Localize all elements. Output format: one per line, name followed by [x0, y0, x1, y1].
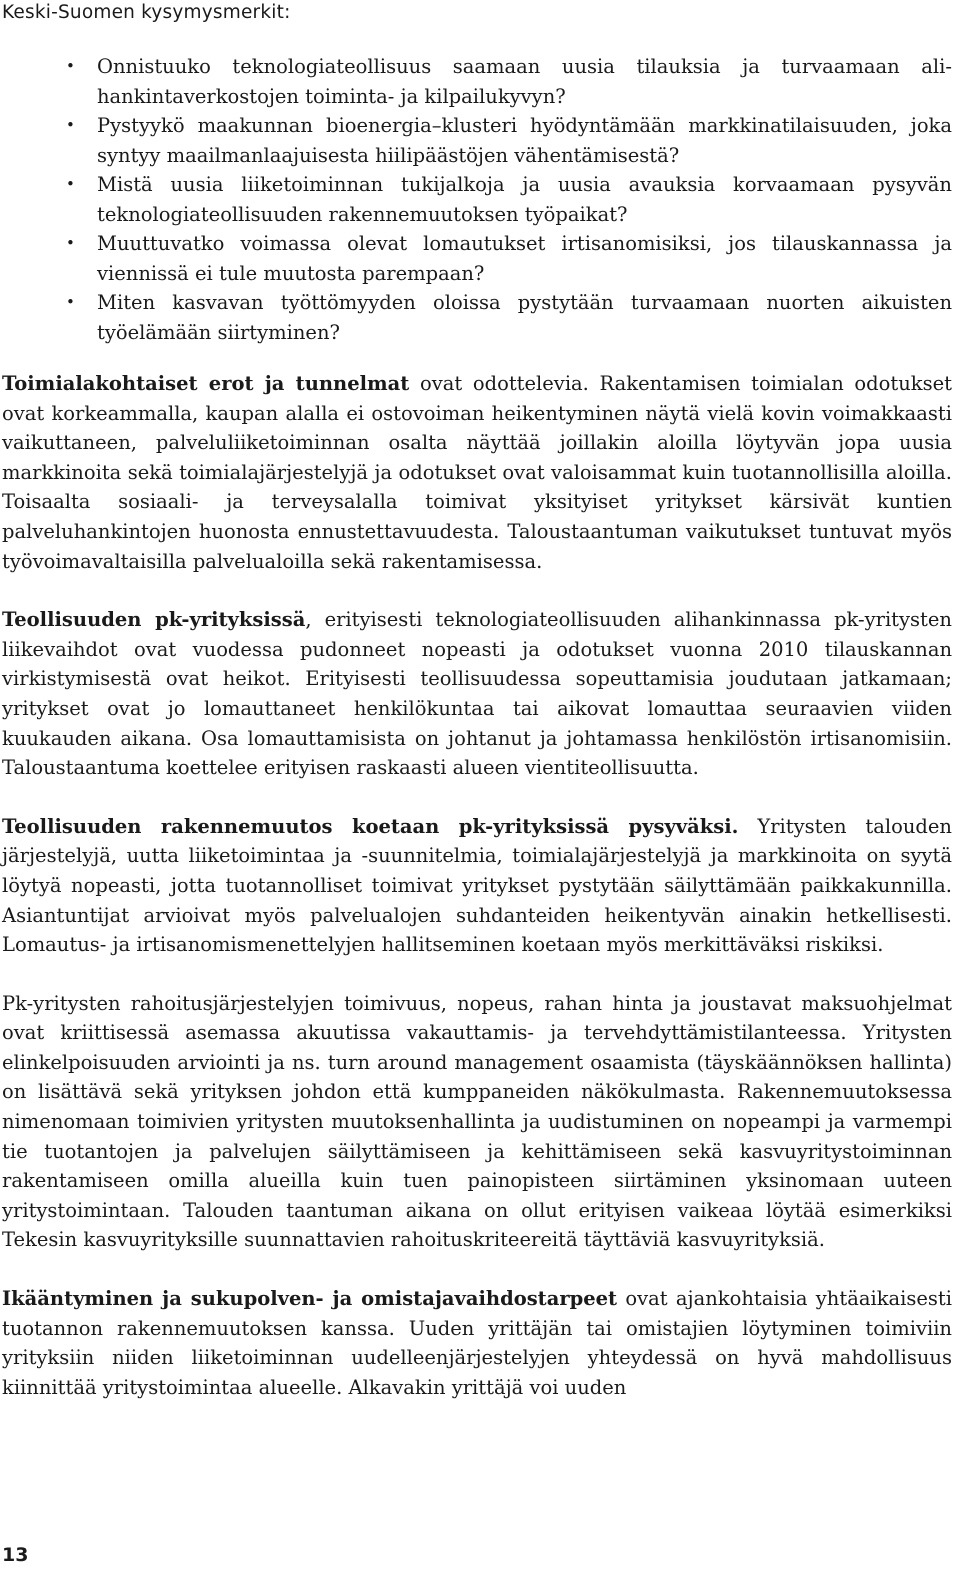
bullet-icon: •: [66, 175, 75, 193]
document-page: [2, 0, 952, 1402]
paragraph-lead: Ikääntyminen ja sukupolven- ja omistajavaihdostarpeet: [2, 1287, 618, 1311]
paragraph-body: Pk-yritysten rahoitusjärjestelyjen toimivuus, nopeus, rahan hinta ja joustavat maksuohjelmat ovat kriittisessä asemassa akuutissa vakauttamis- ja tervehdyttämistilanteessa. Yritysten elinkelpoisuuden arviointi ja ns. turn around management osaamista (täyskäännöksen hallinta) on lisättävä sekä yrityksen johdon että kumppaneiden näkökulmasta. Rakennemuutoksessa nimenomaan toimivien yritysten muutoksenhallinta ja uudistuminen on nopeampi ja varmempi tie tuotantojen ja palvelujen säilyttämiseen ja kehittämiseen sekä kasvuyritystoiminnan rakentamiseen omilla alueilla kuin tuen painopisteen siirtäminen yksinomaan uuteen yritystoimintaan. Talouden taantuman aikana on ollut erityisen vaikeaa löytää esimerkiksi Tekesin kasvuyrityksille suunnattavien rahoituskriteereitä täyttäviä kasvuyrityksiä.: [2, 991, 952, 1252]
bullet-icon: •: [66, 116, 75, 134]
question-list: [2, 52, 952, 347]
paragraph-body: ovat ajankohtaisia yhtäaikaisesti tuotannon rakennemuutoksen kanssa. Uuden yrittäjän tai omistajien löytyminen toimiviin yrityksiin niiden liiketoiminnan uudelleenjärjestelyjen yhteydessä on hyvä mahdollisuus kiinnittää yritystoimintaa alueelle. Alkavakin yrittäjä voi uuden: [2, 1287, 952, 1399]
paragraph-ikaantyminen: [2, 1284, 952, 1402]
question-item: [2, 288, 952, 347]
paragraph-rakennemuutos: [2, 812, 952, 960]
section-heading: Keski-Suomen kysymysmerkit:: [2, 2, 291, 23]
bullet-icon: •: [66, 234, 75, 252]
question-text: Miten kasvavan työttömyyden oloissa pystytään turvaamaan nuorten aikuisten työelämään siirtyminen?: [97, 291, 952, 344]
paragraph-lead: Teollisuuden pk-yrityksissä: [2, 608, 306, 632]
paragraph-body: ovat odottelevia. Rakentamisen toimialan odotukset ovat korkeammalla, kaupan alalla ei ostovoiman heikentyminen näytä vielä kovin voimakkaasti vaikuttaneen, palveluliiketoiminnan osalta näyttää joillakin aloilla löytyvän jopa uusia markkinoita sekä toimialajärjestelyjä ja odotukset ovat valoisammat kuin tuotannollisilla aloilla. Toisaalta sosiaali- ja terveysalalla toimivat yksityiset yritykset kärsivät kuntien palveluhankintojen huonosta ennustettavuudesta. Taloustaantuman vaikutukset tuntuvat myös työvoimavaltaisilla palvelualoilla sekä rakentamisessa.: [2, 372, 952, 573]
question-item: [2, 52, 952, 111]
bullet-icon: •: [66, 293, 75, 311]
question-text: Pystyykö maakunnan bioenergia–klusteri hyödyntämään markkinatilaisuuden, joka syntyy maailmanlaajuisesta hiilipäästöjen vähentämisestä?: [97, 114, 952, 167]
question-item: [2, 229, 952, 288]
paragraph-lead: Toimialakohtaiset erot ja tunnelmat: [2, 372, 410, 395]
paragraph-body: , erityisesti teknologiateollisuuden alihankinnassa pk-yritysten liikevaihdot ovat vuodessa pudonneet nopeasti ja odotukset vuonna 2010 tilauskannan virkistymisestä ovat heikot. Erityisesti teollisuudessa sopeuttamisia joudutaan jatkamaan; yritykset ovat jo lomauttaneet henkilökuntaa tai aikovat lomauttaa seuraavien viiden kuukauden aikana. Osa lomauttamisista on johtanut ja johtamassa henkilöstön irtisanomisiin. Taloustaantuma koettelee erityisen raskaasti alueen vientiteollisuutta.: [2, 608, 952, 780]
paragraph-teollisuus-pk: [2, 605, 952, 783]
question-text: Muuttuvatko voimassa olevat lomautukset irtisanomisiksi, jos tilauskannassa ja viennissä ei tule muutosta parempaan?: [97, 232, 952, 285]
question-text: Onnistuuko teknologiateollisuus saamaan uusia tilauksia ja turvaamaan alihankintaverkostojen toiminta- ja kilpailukyvyn?: [97, 55, 952, 108]
bullet-icon: •: [66, 57, 75, 75]
paragraph-lead: Teollisuuden rakennemuutos koetaan pk-yrityksissä pysyväksi.: [2, 814, 739, 838]
question-item: [2, 111, 952, 170]
paragraph-body: Yritysten talouden järjestelyjä, uutta liiketoimintaa ja -suunnitelmia, toimialajärjestelyjä ja markkinoita on syytä löytyä nopeasti, jotta tuotannolliset toimivat yritykset pystytään säilyttämään paikkakunnilla. Asiantuntijat arvioivat myös palvelualojen suhdanteiden heikentyvän ainakin hetkellisesti. Lomautus- ja irtisanomismenettelyjen hallitseminen koetaan myös merkittäväksi riskiksi.: [2, 814, 952, 957]
question-text: Mistä uusia liiketoiminnan tukijalkoja ja uusia avauksia korvaamaan pysyvän teknologiateollisuuden rakennemuutoksen työpaikat?: [97, 173, 952, 226]
page-number: 13: [2, 1544, 29, 1566]
paragraph-toimialat: [2, 369, 952, 576]
paragraph-rahoitus: [2, 989, 952, 1255]
question-item: [2, 170, 952, 229]
